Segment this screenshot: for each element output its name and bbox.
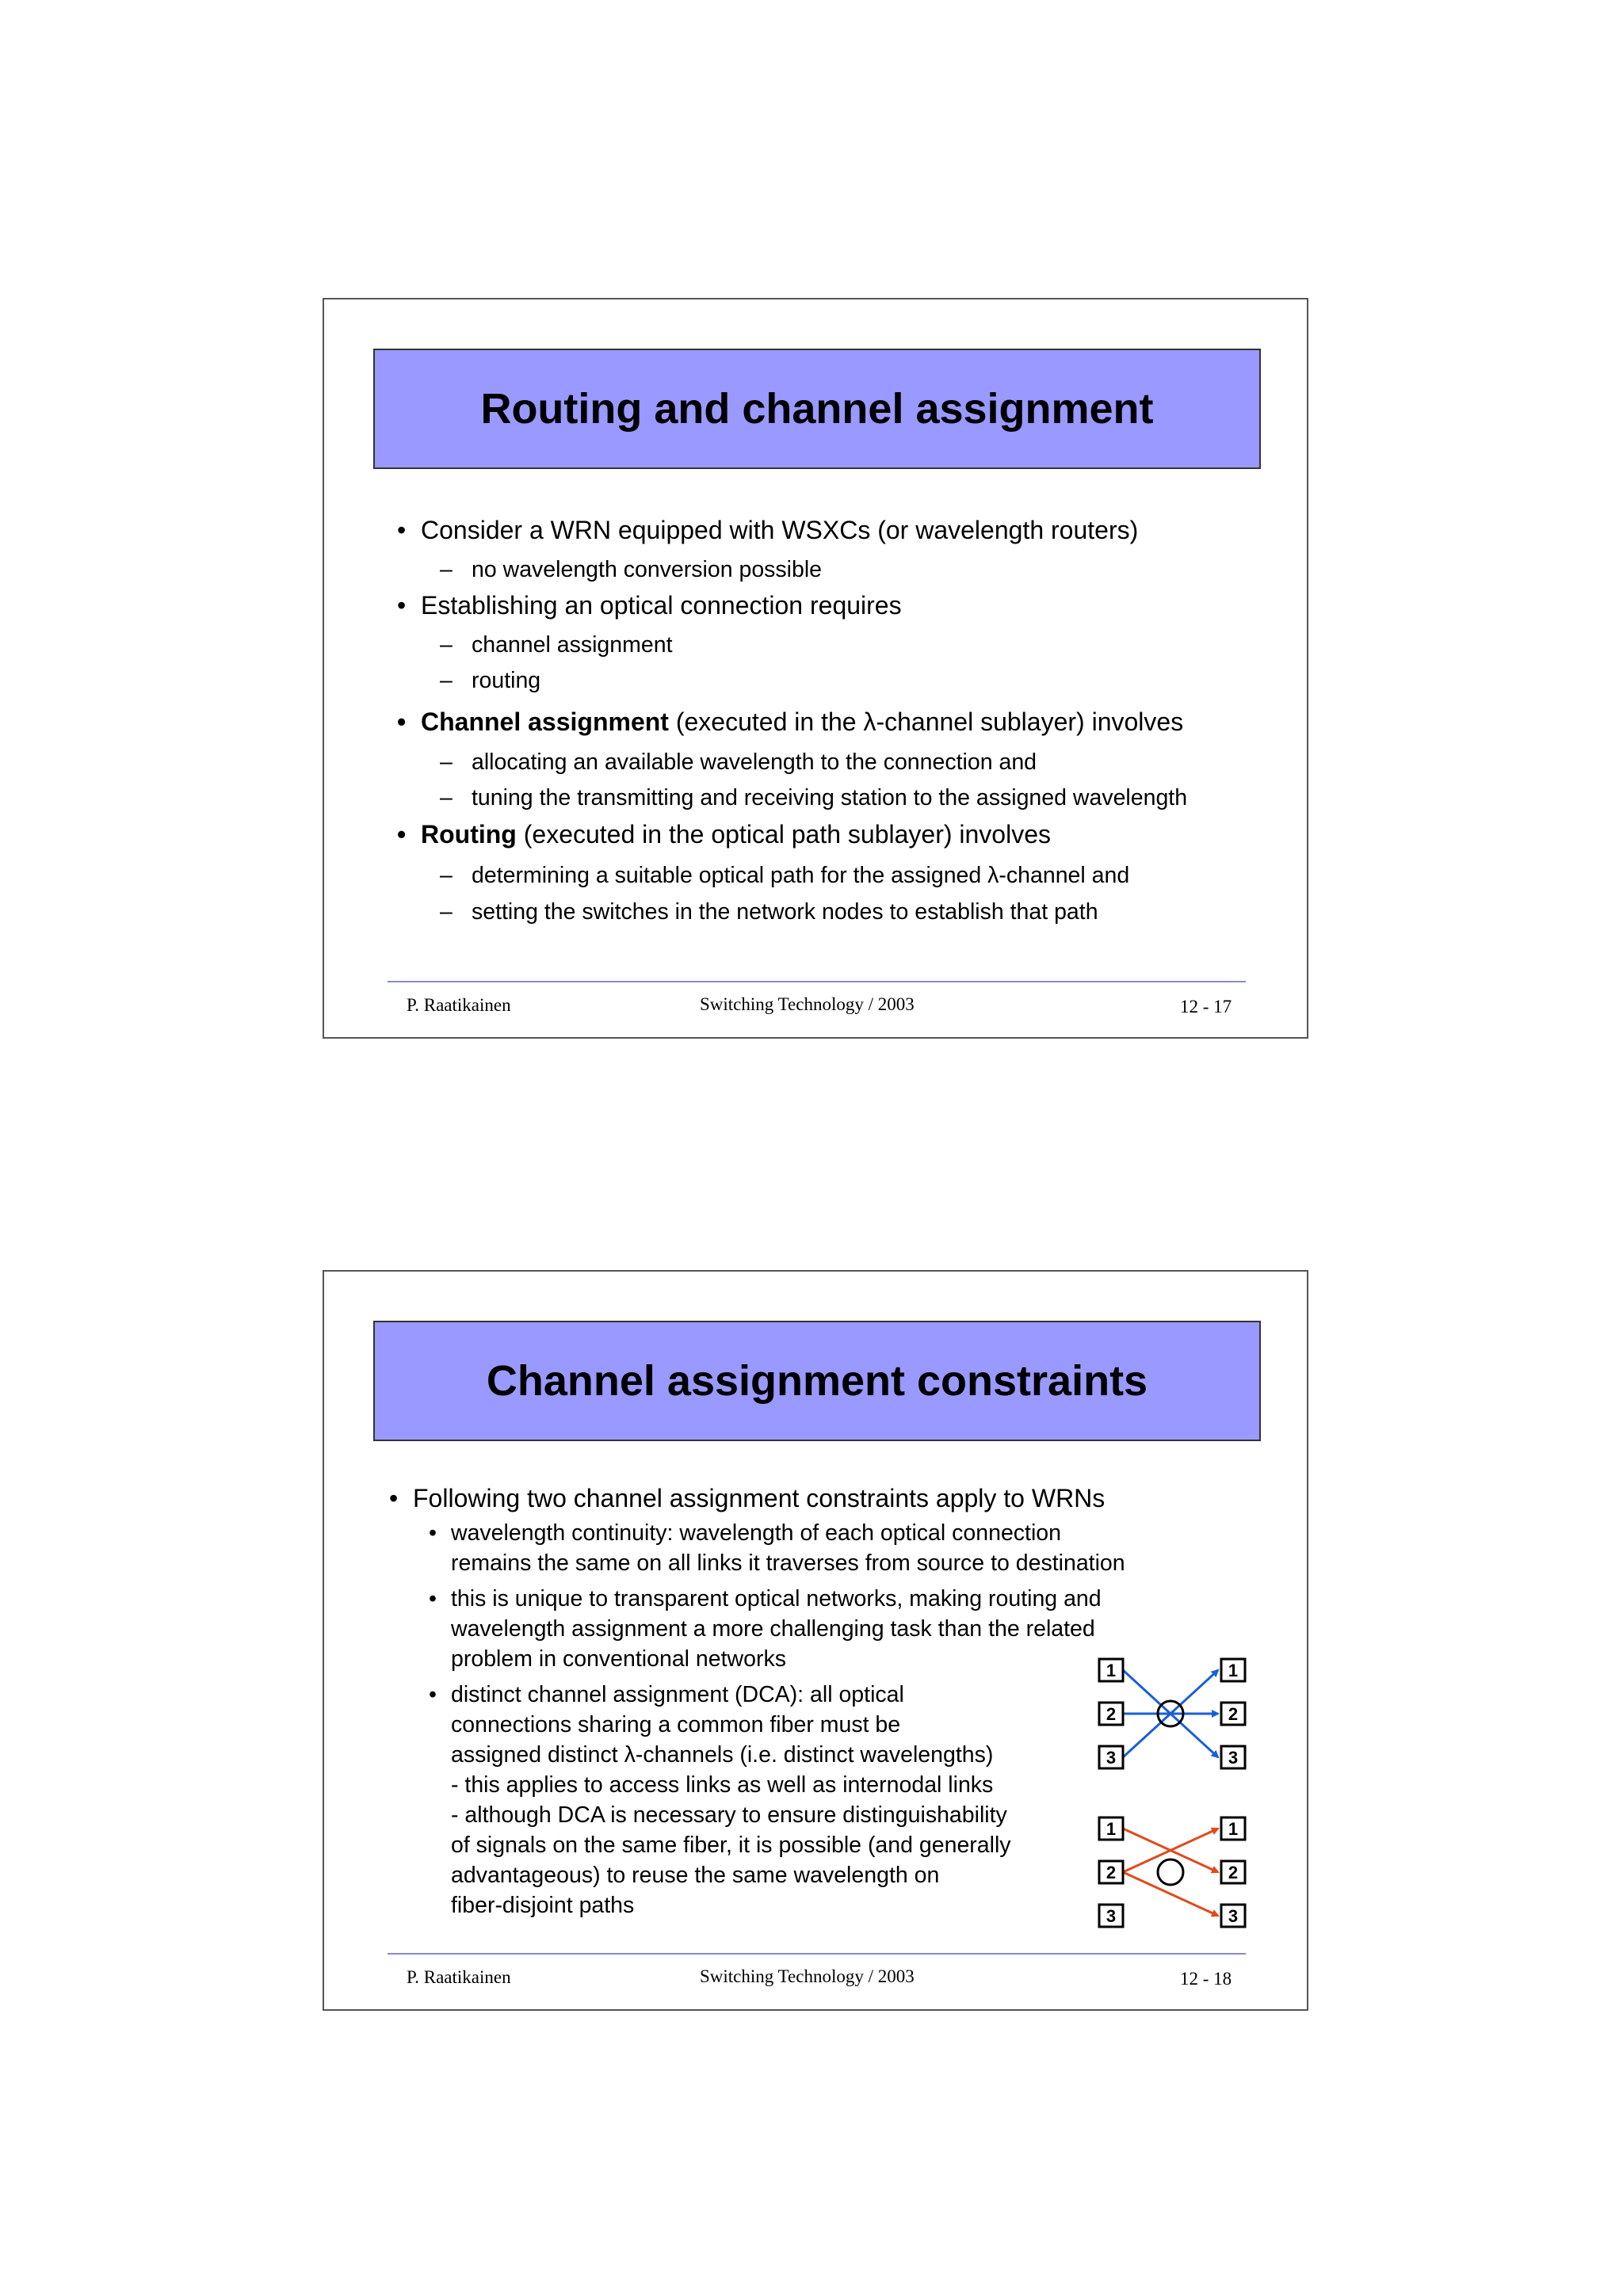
footer-author: P. Raatikainen bbox=[407, 995, 511, 1015]
sub-bullet-cont: wavelength assignment a more challenging task than the related bbox=[451, 1616, 1095, 1642]
sub-bullet: – channel assignment bbox=[440, 632, 673, 658]
sub-bullet: – determining a suitable optical path for the assigned λ-channel and bbox=[440, 863, 1130, 888]
sub-bullet-cont: remains the same on all links it traverses from source to destination bbox=[451, 1550, 1125, 1576]
port-label: 3 bbox=[1106, 1748, 1117, 1768]
footer-page-number: 12 - 18 bbox=[1180, 1969, 1232, 1989]
slide-title-box bbox=[373, 1321, 1261, 1441]
port-label: 1 bbox=[1228, 1819, 1239, 1839]
sub-bullet: • wavelength continuity: wavelength of each optical connection bbox=[429, 1520, 1062, 1546]
slide-title: Routing and channel assignment bbox=[480, 385, 1154, 433]
sub-bullet-cont: advantageous) to reuse the same wavelength on bbox=[451, 1863, 940, 1888]
port-label: 3 bbox=[1228, 1748, 1239, 1768]
footer-course: Switching Technology / 2003 bbox=[700, 1966, 915, 1986]
connection-line bbox=[1123, 1872, 1218, 1916]
port-label: 1 bbox=[1228, 1661, 1239, 1680]
slide-routing-and-channel-assignment bbox=[323, 298, 1308, 1039]
footer-divider bbox=[388, 981, 1246, 982]
sub-bullet-cont: - although DCA is necessary to ensure distinguishability bbox=[451, 1802, 1007, 1828]
slide-title-box bbox=[373, 349, 1261, 469]
footer-divider bbox=[388, 1953, 1246, 1955]
sub-bullet: • distinct channel assignment (DCA): all optical bbox=[429, 1682, 904, 1707]
sub-bullet: – setting the switches in the network nodes to establish that path bbox=[440, 899, 1098, 925]
top-switch-connections bbox=[1123, 1670, 1218, 1757]
sub-bullet-cont: - this applies to access links as well as internodal links bbox=[451, 1772, 994, 1798]
bullet-1: • Consider a WRN equipped with WSXCs (or wavelength routers) bbox=[397, 516, 1139, 544]
port-label: 2 bbox=[1228, 1704, 1239, 1724]
slide-channel-assignment-constraints bbox=[323, 1270, 1308, 2011]
sub-bullet-cont: connections sharing a common fiber must be bbox=[451, 1712, 901, 1737]
port-label: 1 bbox=[1106, 1819, 1117, 1839]
bullet-3: • Channel assignment (executed in the λ-channel sublayer) involves bbox=[397, 707, 1184, 736]
port-label: 2 bbox=[1228, 1863, 1239, 1882]
sub-bullet-cont: fiber-disjoint paths bbox=[451, 1893, 635, 1918]
footer-page-number: 12 - 17 bbox=[1180, 997, 1232, 1016]
footer-author: P. Raatikainen bbox=[407, 1967, 511, 1987]
bullet-2: • Establishing an optical connection requires bbox=[397, 591, 902, 620]
sub-bullet: – allocating an available wavelength to the connection and bbox=[440, 749, 1037, 775]
bullet-4: • Routing (executed in the optical path sublayer) involves bbox=[397, 820, 1051, 849]
port-label: 3 bbox=[1106, 1906, 1117, 1926]
sub-bullet: • this is unique to transparent optical networks, making routing and bbox=[429, 1586, 1102, 1611]
channel-assignment-diagram bbox=[1093, 1656, 1259, 1973]
footer-course: Switching Technology / 2003 bbox=[700, 994, 915, 1014]
slide-title: Channel assignment constraints bbox=[486, 1357, 1148, 1405]
port-label: 2 bbox=[1106, 1704, 1117, 1724]
switch-node-icon bbox=[1158, 1859, 1183, 1885]
bottom-switch-connections bbox=[1123, 1829, 1218, 1916]
sub-bullet-cont: of signals on the same fiber, it is possible (and generally bbox=[451, 1833, 1011, 1858]
sub-bullet-cont: problem in conventional networks bbox=[451, 1646, 786, 1672]
bullet-1: • Following two channel assignment constraints apply to WRNs bbox=[389, 1484, 1106, 1512]
sub-bullet: – no wavelength conversion possible bbox=[440, 557, 823, 582]
sub-bullet: – tuning the transmitting and receiving station to the assigned wavelength bbox=[440, 785, 1188, 810]
port-label: 3 bbox=[1228, 1906, 1239, 1926]
sub-bullet-cont: assigned distinct λ-channels (i.e. distinct wavelengths) bbox=[451, 1742, 994, 1768]
sub-bullet: – routing bbox=[440, 668, 541, 693]
port-label: 2 bbox=[1106, 1863, 1117, 1882]
port-label: 1 bbox=[1106, 1661, 1117, 1680]
